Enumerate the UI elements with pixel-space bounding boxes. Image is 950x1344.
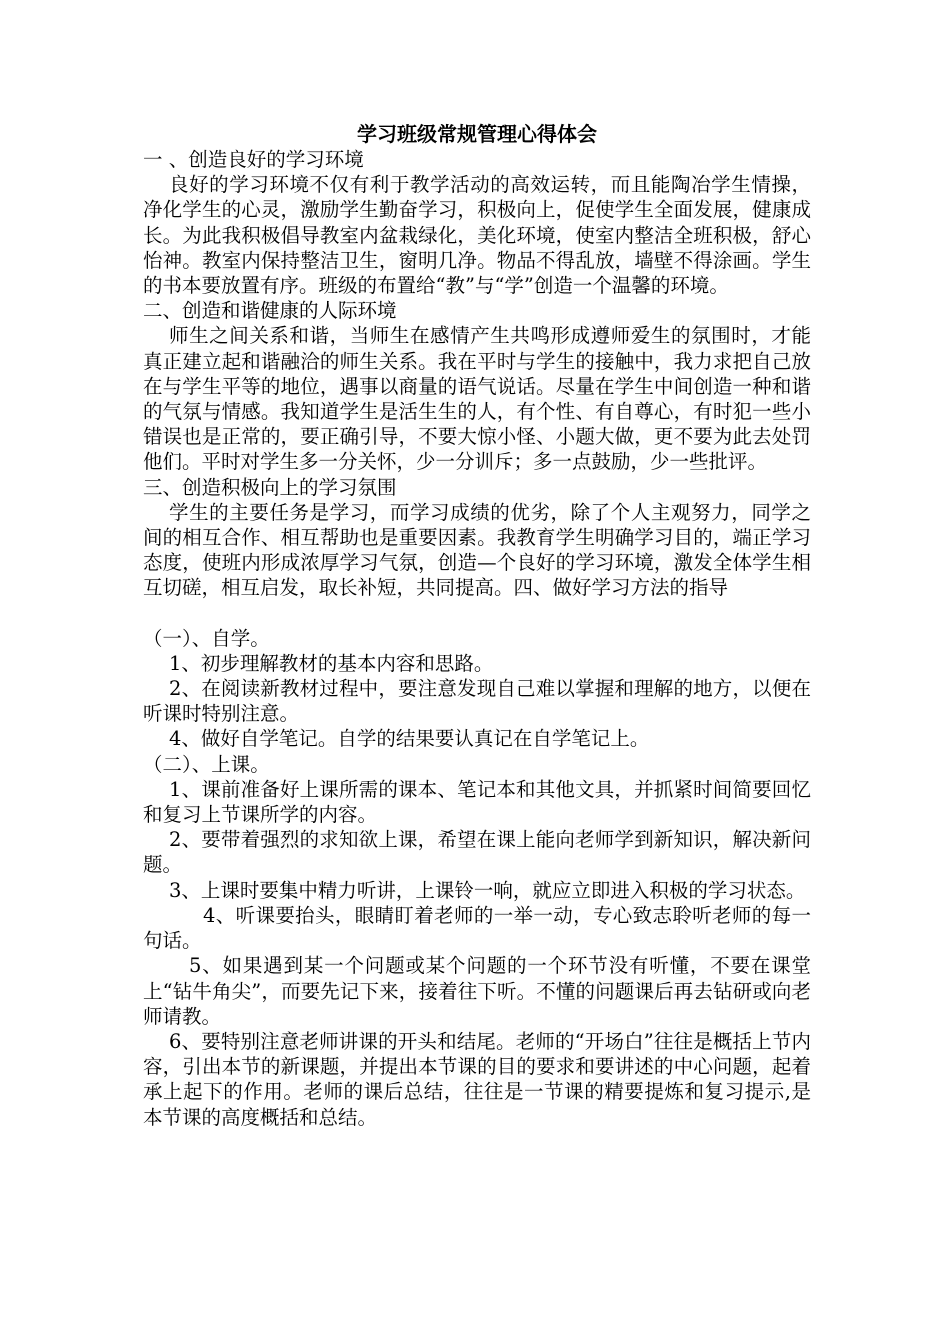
subsection-2-item-2: 2、要带着强烈的求知欲上课，希望在课上能向老师学到新知识，解决新问题。	[143, 828, 811, 877]
document-page	[143, 121, 811, 1130]
subsection-2-item-3: 3、上课时要集中精力听讲，上课铃一响，就应立即进入积极的学习状态。	[169, 878, 806, 902]
section-1-paragraph: 良好的学习环境不仅有利于教学活动的高效运转，而且能陶冶学生情操，净化学生的心灵，激励学生勤奋学习，积极向上，促使学生全面发展，健康成长。为此我积极倡导教室内盆栽绿化，美化环境，使室内整洁全班积极，舒心怡神。教室内保持整洁卫生，窗明几净。物品不得乱放，墙壁不得涂画。学生的书本要放置有序。班级的布置给“教”与“学”创造一个温馨的环境。	[143, 173, 811, 298]
subsection-1-item-1: 1、初步理解教材的基本内容和思路。	[169, 651, 494, 675]
subsection-2-heading: （二）、上课。	[143, 752, 270, 776]
subsection-1-heading: （一）、自学。	[143, 626, 270, 650]
section-2-paragraph: 师生之间关系和谐，当师生在感情产生共鸣形成遵师爱生的氛围时，才能真正建立起和谐融洽的师生关系。我在平时与学生的接触中，我力求把自己放在与学生平等的地位，遇事以商量的语气说话。尽量在学生中间创造一种和谐的气氛与情感。我知道学生是活生生的人，有个性、有自尊心，有时犯一些小错误也是正常的，要正确引导，不要大惊小怪、小题大做，更不要为此去处罚他们。平时对学生多一分关怀，少一分训斥；多一点鼓励，少一些批评。	[143, 324, 811, 474]
blank-line	[143, 601, 811, 626]
subsection-1-item-4: 4、做好自学笔记。自学的结果要认真记在自学笔记上。	[169, 727, 650, 751]
subsection-2-item-5: 5、如果遇到某一个问题或某个问题的一个环节没有听懂，不要在课堂上“钻牛角尖”，而要先记下来，接着往下听。不懂的问题课后再去钻研或向老师请教。	[143, 954, 811, 1028]
section-3-paragraph: 学生的主要任务是学习，而学习成绩的优劣，除了个人主观努力，同学之间的相互合作、相互帮助也是重要因素。我教育学生明确学习目的，端正学习态度，使班内形成浓厚学习气氛，创造—个良好的学习环境，激发全体学生相互切磋，相互启发，取长补短，共同提高。四、做好学习方法的指导	[143, 500, 811, 600]
section-1-heading: 一 、创造良好的学习环境	[143, 148, 364, 171]
document-title: 学习班级常规管理心得体会	[357, 122, 597, 146]
section-3-heading: 三、创造积极向上的学习氛围	[143, 475, 397, 499]
subsection-2-item-6: 6、要特别注意老师讲课的开头和结尾。老师的“开场白”往往是概括上节内容，引出本节的新课题，并提出本节课的目的要求和要讲述的中心问题，起着承上起下的作用。老师的课后总结，往往是一节课的精要提炼和复习提示,是本节课的高度概括和总结。	[143, 1029, 811, 1129]
subsection-2-item-1: 1、课前准备好上课所需的课本、笔记本和其他文具，并抓紧时间简要回忆和复习上节课所学的内容。	[143, 777, 811, 827]
subsection-1-item-2: 2、在阅读新教材过程中，要注意发现自己难以掌握和理解的地方，以便在听课时特别注意。	[143, 677, 811, 726]
subsection-2-item-4: 4、听课要抬头，眼睛盯着老师的一举一动，专心致志聆听老师的每一句话。	[143, 903, 811, 953]
section-2-heading: 二、创造和谐健康的人际环境	[143, 299, 397, 323]
